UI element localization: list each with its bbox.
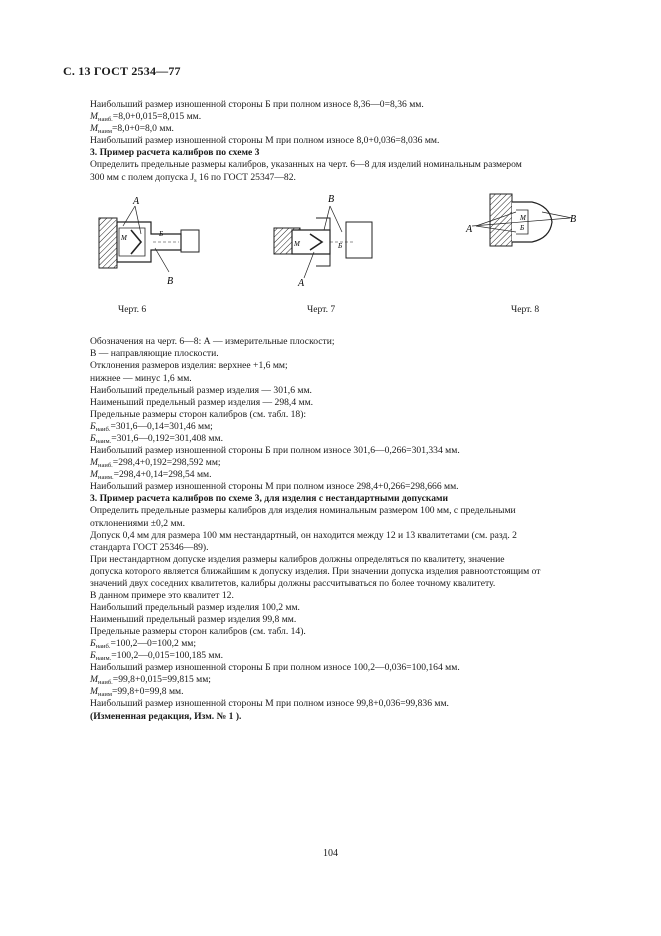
- text-line: $M_{наим.}=298,4+0,14=298,54$ мм.: [90, 469, 212, 481]
- text-line: $M_{наиб.}=8,0+0,015=8,015$ мм.: [90, 111, 202, 123]
- text-line: Предельные размеры сторон калибров (см. табл. 14).: [90, 626, 306, 637]
- text-line: Наибольший размер изношенной стороны Б при полном износе 301,6—0,266=301,334 мм.: [90, 445, 460, 456]
- text-line: Наибольший предельный размер изделия 100,2 мм.: [90, 602, 300, 613]
- text-line: Наибольший размер изношенной стороны Б при полном износе 100,2—0,036=100,164 мм.: [90, 662, 460, 673]
- figure-caption: Черт. 7: [307, 304, 336, 315]
- figure-caption: Черт. 8: [511, 304, 540, 315]
- text-line: $Б_{наиб.}=100,2—0=100,2$ мм;: [90, 638, 197, 650]
- text-line: В данном примере это квалитет 12.: [90, 590, 234, 601]
- text-line: $M_{наим}=99,8+0=99,8$ мм.: [90, 686, 184, 698]
- text-line: Допуск 0,4 мм для размера 100 мм нестандартный, он находится между 12 и 13 квалитетами (см. разд. 2: [90, 530, 517, 541]
- page-header: С. 13 ГОСТ 2534—77: [63, 64, 181, 78]
- text-line: $M_{наиб.}=99,8+0,015=99,815$ мм;: [90, 674, 211, 686]
- text-line: отклонениями ±0,2 мм.: [90, 518, 185, 529]
- text-line: $M_{наим}=8,0+0=8,0$ мм.: [90, 123, 174, 135]
- label-a: А: [466, 224, 473, 235]
- text-line: Обозначения на черт. 6—8: А — измерительные плоскости;: [90, 336, 335, 347]
- text-line: Наибольший предельный размер изделия — 301,6 мм.: [90, 385, 312, 396]
- label-b: Б: [338, 242, 343, 250]
- text-line: Наибольший размер изношенной стороны М при полном износе 99,8+0,036=99,836 мм.: [90, 698, 449, 709]
- text-line: стандарта ГОСТ 25346—89).: [90, 542, 209, 553]
- text-line: нижнее — минус 1,6 мм.: [90, 373, 192, 384]
- text-line: $Б_{наим.}=301,6—0,192=301,408$ мм.: [90, 433, 223, 445]
- amendment-note: (Измененная редакция, Изм. № 1 ).: [90, 711, 242, 722]
- label-m: М: [294, 240, 300, 248]
- text-line: допуска которого является ближайшим к допуску изделия. При значении допуска изделия равноотстоящим от: [90, 566, 541, 577]
- text-line: Наибольший размер изношенной стороны М при полном износе 8,0+0,036=8,036 мм.: [90, 135, 440, 146]
- page-number: 104: [323, 848, 338, 859]
- label-b: Б: [520, 224, 525, 232]
- text-line: Предельные размеры сторон калибров (см. табл. 18):: [90, 409, 307, 420]
- label-b: Б: [159, 230, 164, 238]
- text-line: $Б_{наиб.}=301,6—0,14=301,46$ мм;: [90, 421, 213, 433]
- text-line: $M_{наиб.}=298,4+0,192=298,592$ мм;: [90, 457, 221, 469]
- text-line: Наибольший размер изношенной стороны М при полном износе 298,4+0,266=298,666 мм.: [90, 481, 459, 492]
- text-line: Определить предельные размеры калибров, указанных на черт. 6—8 для изделий номинальным размером: [90, 159, 522, 170]
- label-v: В: [328, 194, 335, 205]
- figure-caption: Черт. 6: [118, 304, 147, 315]
- text-line: $Б_{наим.}=100,2—0,015=100,185$ мм.: [90, 650, 223, 662]
- section-heading: 3. Пример расчета калибров по схеме 3: [90, 147, 260, 158]
- text-line: значений двух соседних квалитетов, калибры должны рассчитываться по более точному квалитету.: [90, 578, 496, 589]
- text-line: Наибольший размер изношенной стороны Б при полном износе 8,36—0=8,36 мм.: [90, 99, 424, 110]
- label-m: М: [520, 214, 526, 222]
- label-a: А: [133, 196, 140, 207]
- text-line: Наименьший предельный размер изделия — 298,4 мм.: [90, 397, 314, 408]
- text-line: Наименьший предельный размер изделия 99,8 мм.: [90, 614, 297, 625]
- label-m: М: [121, 234, 127, 242]
- figure-6: [95, 190, 205, 290]
- label-v: В: [570, 214, 577, 225]
- label-v: В: [167, 276, 174, 287]
- text-line: В — направляющие плоскости.: [90, 348, 219, 359]
- text-line: 300 мм с полем допуска $J_s$ 16 по ГОСТ 25347—82.: [90, 172, 296, 184]
- text-line: При нестандартном допуске изделия размеры калибров должны определяться по квалитету, значение: [90, 554, 505, 565]
- section-heading: 3. Пример расчета калибров по схеме 3, для изделия с нестандартными допусками: [90, 493, 449, 504]
- text-line: Определить предельные размеры калибров для изделия номинальным размером 100 мм, с предельными: [90, 505, 516, 516]
- figure-7: [270, 190, 380, 290]
- figure-8: [462, 182, 587, 262]
- text-line: Отклонения размеров изделия: верхнее +1,6 мм;: [90, 360, 288, 371]
- label-a: А: [298, 278, 305, 289]
